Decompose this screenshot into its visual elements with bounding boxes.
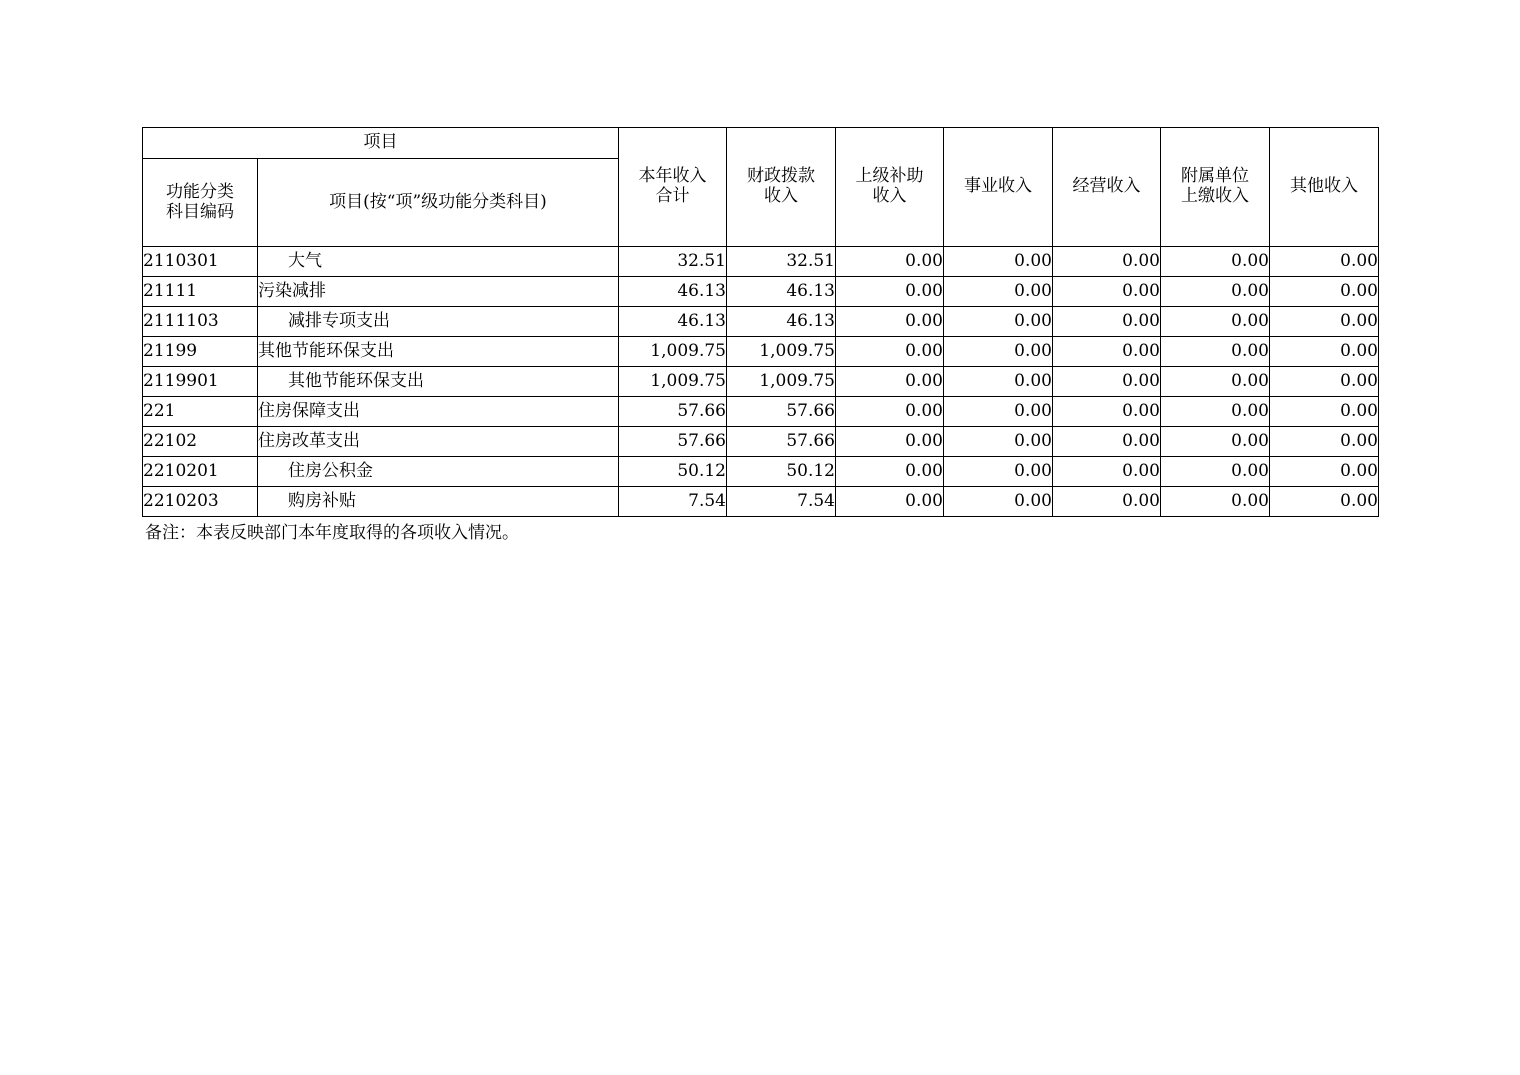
cell-other: 0.00: [1270, 307, 1379, 337]
header-row-top: [143, 128, 1379, 159]
cell-affiliated: 0.00: [1161, 487, 1270, 517]
cell-superior: 0.00: [836, 307, 944, 337]
cell-code: 22102: [143, 427, 258, 457]
cell-business: 0.00: [944, 397, 1053, 427]
cell-name: 其他节能环保支出: [258, 367, 619, 397]
cell-total: 1,009.75: [619, 367, 727, 397]
cell-affiliated: 0.00: [1161, 457, 1270, 487]
cell-code: 2210201: [143, 457, 258, 487]
header-affiliated: 附属单位 上缴收入: [1161, 128, 1270, 247]
cell-other: 0.00: [1270, 367, 1379, 397]
header-code: 功能分类 科目编码: [143, 159, 258, 247]
cell-code: 221: [143, 397, 258, 427]
cell-affiliated: 0.00: [1161, 247, 1270, 277]
cell-other: 0.00: [1270, 397, 1379, 427]
header-total: 本年收入 合计: [619, 128, 727, 247]
cell-superior: 0.00: [836, 427, 944, 457]
cell-total: 50.12: [619, 457, 727, 487]
cell-other: 0.00: [1270, 487, 1379, 517]
cell-name: 污染减排: [258, 277, 619, 307]
header-business: 事业收入: [944, 128, 1053, 247]
cell-superior: 0.00: [836, 337, 944, 367]
cell-affiliated: 0.00: [1161, 397, 1270, 427]
cell-business: 0.00: [944, 367, 1053, 397]
cell-code: 21199: [143, 337, 258, 367]
cell-total: 32.51: [619, 247, 727, 277]
cell-total: 57.66: [619, 397, 727, 427]
header-other: 其他收入: [1270, 128, 1379, 247]
cell-fiscal: 57.66: [727, 427, 836, 457]
cell-other: 0.00: [1270, 277, 1379, 307]
table-row: [143, 367, 1379, 397]
cell-total: 7.54: [619, 487, 727, 517]
cell-name: 住房保障支出: [258, 397, 619, 427]
cell-name: 住房改革支出: [258, 427, 619, 457]
cell-business: 0.00: [944, 247, 1053, 277]
cell-operating: 0.00: [1053, 337, 1161, 367]
cell-fiscal: 1,009.75: [727, 367, 836, 397]
cell-code: 2111103: [143, 307, 258, 337]
cell-business: 0.00: [944, 427, 1053, 457]
table-row: [143, 307, 1379, 337]
cell-other: 0.00: [1270, 457, 1379, 487]
cell-affiliated: 0.00: [1161, 427, 1270, 457]
cell-name: 购房补贴: [258, 487, 619, 517]
cell-total: 46.13: [619, 307, 727, 337]
cell-business: 0.00: [944, 457, 1053, 487]
cell-operating: 0.00: [1053, 367, 1161, 397]
cell-operating: 0.00: [1053, 247, 1161, 277]
cell-total: 1,009.75: [619, 337, 727, 367]
table-row: [143, 337, 1379, 367]
cell-fiscal: 7.54: [727, 487, 836, 517]
cell-superior: 0.00: [836, 397, 944, 427]
header-name: 项目(按“项”级功能分类科目): [258, 159, 619, 247]
cell-other: 0.00: [1270, 427, 1379, 457]
cell-total: 57.66: [619, 427, 727, 457]
cell-code: 2210203: [143, 487, 258, 517]
cell-superior: 0.00: [836, 487, 944, 517]
table-note: 备注：本表反映部门本年度取得的各项收入情况。: [145, 523, 519, 543]
header-fiscal: 财政拨款 收入: [727, 128, 836, 247]
header-operating: 经营收入: [1053, 128, 1161, 247]
cell-operating: 0.00: [1053, 427, 1161, 457]
cell-business: 0.00: [944, 277, 1053, 307]
cell-fiscal: 50.12: [727, 457, 836, 487]
cell-affiliated: 0.00: [1161, 307, 1270, 337]
table-row: [143, 397, 1379, 427]
cell-code: 2119901: [143, 367, 258, 397]
income-table: [142, 127, 1379, 517]
cell-operating: 0.00: [1053, 277, 1161, 307]
table-row: [143, 277, 1379, 307]
table-row: [143, 427, 1379, 457]
cell-other: 0.00: [1270, 247, 1379, 277]
cell-operating: 0.00: [1053, 397, 1161, 427]
cell-fiscal: 57.66: [727, 397, 836, 427]
header-project: 项目: [143, 128, 619, 159]
cell-superior: 0.00: [836, 367, 944, 397]
cell-superior: 0.00: [836, 247, 944, 277]
cell-code: 2110301: [143, 247, 258, 277]
cell-fiscal: 46.13: [727, 307, 836, 337]
table-row: [143, 247, 1379, 277]
cell-name: 其他节能环保支出: [258, 337, 619, 367]
cell-business: 0.00: [944, 307, 1053, 337]
cell-fiscal: 32.51: [727, 247, 836, 277]
cell-name: 大气: [258, 247, 619, 277]
cell-fiscal: 46.13: [727, 277, 836, 307]
cell-affiliated: 0.00: [1161, 367, 1270, 397]
cell-business: 0.00: [944, 337, 1053, 367]
cell-superior: 0.00: [836, 277, 944, 307]
cell-affiliated: 0.00: [1161, 277, 1270, 307]
table-row: [143, 457, 1379, 487]
cell-code: 21111: [143, 277, 258, 307]
cell-other: 0.00: [1270, 337, 1379, 367]
cell-name: 减排专项支出: [258, 307, 619, 337]
cell-affiliated: 0.00: [1161, 337, 1270, 367]
cell-fiscal: 1,009.75: [727, 337, 836, 367]
cell-operating: 0.00: [1053, 487, 1161, 517]
header-superior: 上级补助 收入: [836, 128, 944, 247]
cell-total: 46.13: [619, 277, 727, 307]
cell-operating: 0.00: [1053, 457, 1161, 487]
cell-operating: 0.00: [1053, 307, 1161, 337]
cell-superior: 0.00: [836, 457, 944, 487]
table-row: [143, 487, 1379, 517]
cell-business: 0.00: [944, 487, 1053, 517]
cell-name: 住房公积金: [258, 457, 619, 487]
